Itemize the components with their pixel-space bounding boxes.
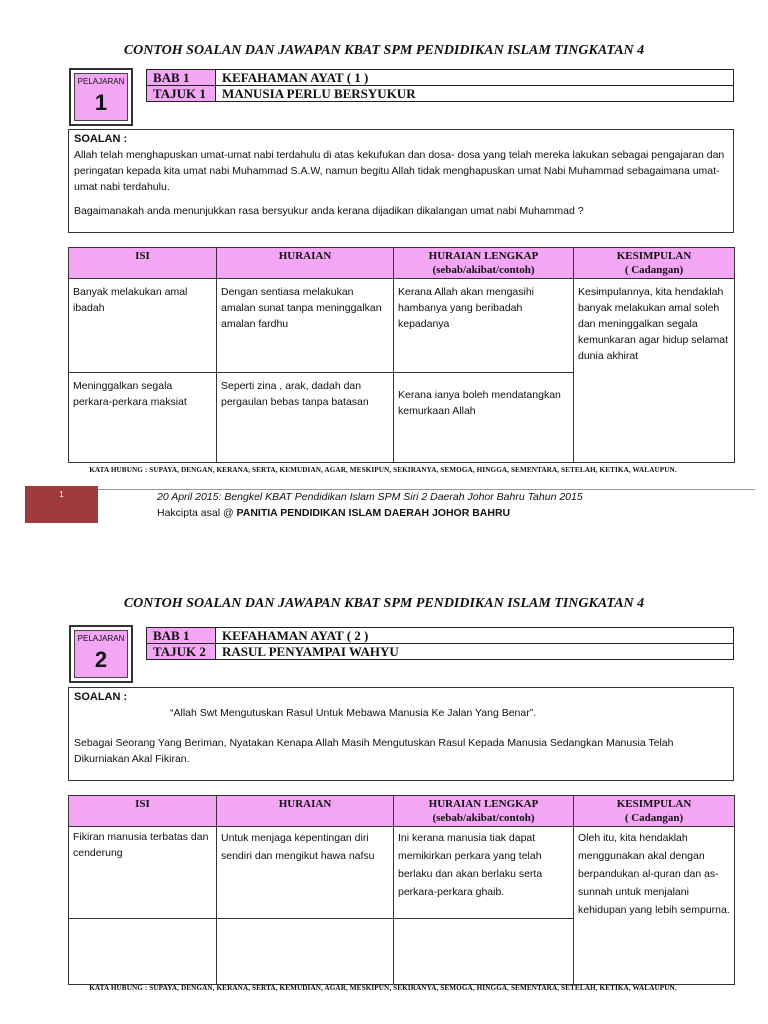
header-huraian-lengkap: HURAIAN LENGKAP (sebab/akibat/contoh) <box>394 248 574 279</box>
question-box <box>68 687 734 781</box>
header-huraian: HURAIAN <box>217 248 394 279</box>
bab-value: KEFAHAMAN AYAT ( 1 ) <box>216 70 734 86</box>
footer-divider <box>98 489 755 490</box>
table-row <box>69 827 735 919</box>
chapter-info-table <box>146 627 734 660</box>
question-box <box>68 129 734 233</box>
cell-kesimpulan: Kesimpulannya, kita hendaklah banyak melakukan amal soleh dan meninggalkan segala kemunkaran agar hidup selamat dunia akhirat <box>574 279 735 463</box>
cell-huraian <box>217 919 394 985</box>
bab-label: BAB 1 <box>147 628 216 644</box>
cell-isi: Fikiran manusia terbatas dan cenderung <box>69 827 217 919</box>
cell-isi: Banyak melakukan amal ibadah <box>69 279 217 373</box>
pelajaran-label: PELAJARAN <box>77 634 125 643</box>
tajuk-value: MANUSIA PERLU BERSYUKUR <box>216 86 734 102</box>
cell-isi <box>69 919 217 985</box>
tajuk-label: TAJUK 2 <box>147 644 216 660</box>
chapter-info-table <box>146 69 734 102</box>
footer-copyright: Hakcipta asal @ PANITIA PENDIDIKAN ISLAM DAERAH JOHOR BAHRU <box>157 507 511 519</box>
page-number-bar <box>25 486 98 523</box>
question-text: Allah telah menghapuskan umat-umat nabi terdahulu di atas kekufukan dan dosa- dosa yang telah mereka lakukan sebagai pengajaran dan peringatan kepada kita umat nabi Muhammad S.A.W, namun begitu Allah tidak menghapuskan umat Nabi Muhammad sebagaimana umat-umat nabi terdahulu. <box>74 149 725 193</box>
table-row <box>69 279 735 373</box>
pelajaran-badge <box>69 68 133 126</box>
header-isi: ISI <box>69 248 217 279</box>
tajuk-value: RASUL PENYAMPAI WAHYU <box>216 644 734 660</box>
pelajaran-label: PELAJARAN <box>77 77 125 86</box>
answer-table <box>68 795 735 985</box>
header-kesimpulan: KESIMPULAN ( Cadangan) <box>574 796 735 827</box>
kata-hubung: KATA HUBUNG : SUPAYA, DENGAN, KERANA, SERTA, KEMUDIAN, AGAR, MESKIPUN, SEKIRANYA, SEMOGA, HINGGA, SEMENTARA, SETELAH, KETIKA, WALAUPUN. <box>89 466 677 474</box>
question-prompt: Sebagai Seorang Yang Beriman, Nyatakan Kenapa Allah Masih Mengutuskan Rasul Kepada Manusia Sedangkan Manusia Telah Dikurniakan Akal Fikiran. <box>74 737 674 765</box>
pelajaran-number: 2 <box>94 647 108 672</box>
cell-huraian: Dengan sentiasa melakukan amalan sunat tanpa meninggalkan amalan fardhu <box>217 279 394 373</box>
kata-hubung: KATA HUBUNG : SUPAYA, DENGAN, KERANA, SERTA, KEMUDIAN, AGAR, MESKIPUN, SEKIRANYA, SEMOGA, HINGGA, SEMENTARA, SETELAH, KETIKA, WALAUPUN. <box>89 984 677 992</box>
pelajaran-badge <box>69 625 133 683</box>
question-label: SOALAN : <box>74 133 128 145</box>
cell-huraian: Seperti zina , arak, dadah dan pergaulan bebas tanpa batasan <box>217 373 394 463</box>
cell-huraian-lengkap: Kerana Allah akan mengasihi hambanya yang beribadah kepadanya <box>394 279 574 373</box>
header-huraian-lengkap: HURAIAN LENGKAP (sebab/akibat/contoh) <box>394 796 574 827</box>
header-kesimpulan: KESIMPULAN ( Cadangan) <box>574 248 735 279</box>
header-isi: ISI <box>69 796 217 827</box>
cell-huraian-lengkap: Ini kerana manusia tiak dapat memikirkan perkara yang telah berlaku dan akan berlaku serta perkara-perkara ghaib. <box>394 827 574 919</box>
question-label: SOALAN : <box>74 691 128 703</box>
page-title: CONTOH SOALAN DAN JAWAPAN KBAT SPM PENDIDIKAN ISLAM TINGKATAN 4 <box>123 596 645 611</box>
page-number: 1 <box>59 490 64 499</box>
footer-event: 20 April 2015: Bengkel KBAT Pendidikan Islam SPM Siri 2 Daerah Johor Bahru Tahun 2015 <box>157 491 583 503</box>
bab-value: KEFAHAMAN AYAT ( 2 ) <box>216 628 734 644</box>
header-huraian: HURAIAN <box>217 796 394 827</box>
pelajaran-number: 1 <box>94 90 108 115</box>
question-prompt: Bagaimanakah anda menunjukkan rasa bersyukur anda kerana dijadikan dikalangan umat nabi Muhammad ? <box>74 205 584 217</box>
cell-huraian-lengkap: Kerana ianya boleh mendatangkan kemurkaan Allah <box>394 373 574 463</box>
cell-kesimpulan: Oleh itu, kita hendaklah menggunakan akal dengan berpandukan al-quran dan as-sunnah untuk menjalani kehidupan yang lebih sempurna. <box>574 827 735 985</box>
cell-isi: Meninggalkan segala perkara-perkara maksiat <box>69 373 217 463</box>
tajuk-label: TAJUK 1 <box>147 86 216 102</box>
answer-table <box>68 247 735 463</box>
cell-huraian-lengkap <box>394 919 574 985</box>
question-quote: “Allah Swt Mengutuskan Rasul Untuk Mebawa Manusia Ke Jalan Yang Benar”. <box>170 707 537 719</box>
page-title: CONTOH SOALAN DAN JAWAPAN KBAT SPM PENDIDIKAN ISLAM TINGKATAN 4 <box>123 43 645 58</box>
cell-huraian: Untuk menjaga kepentingan diri sendiri dan mengikut hawa nafsu <box>217 827 394 919</box>
bab-label: BAB 1 <box>147 70 216 86</box>
